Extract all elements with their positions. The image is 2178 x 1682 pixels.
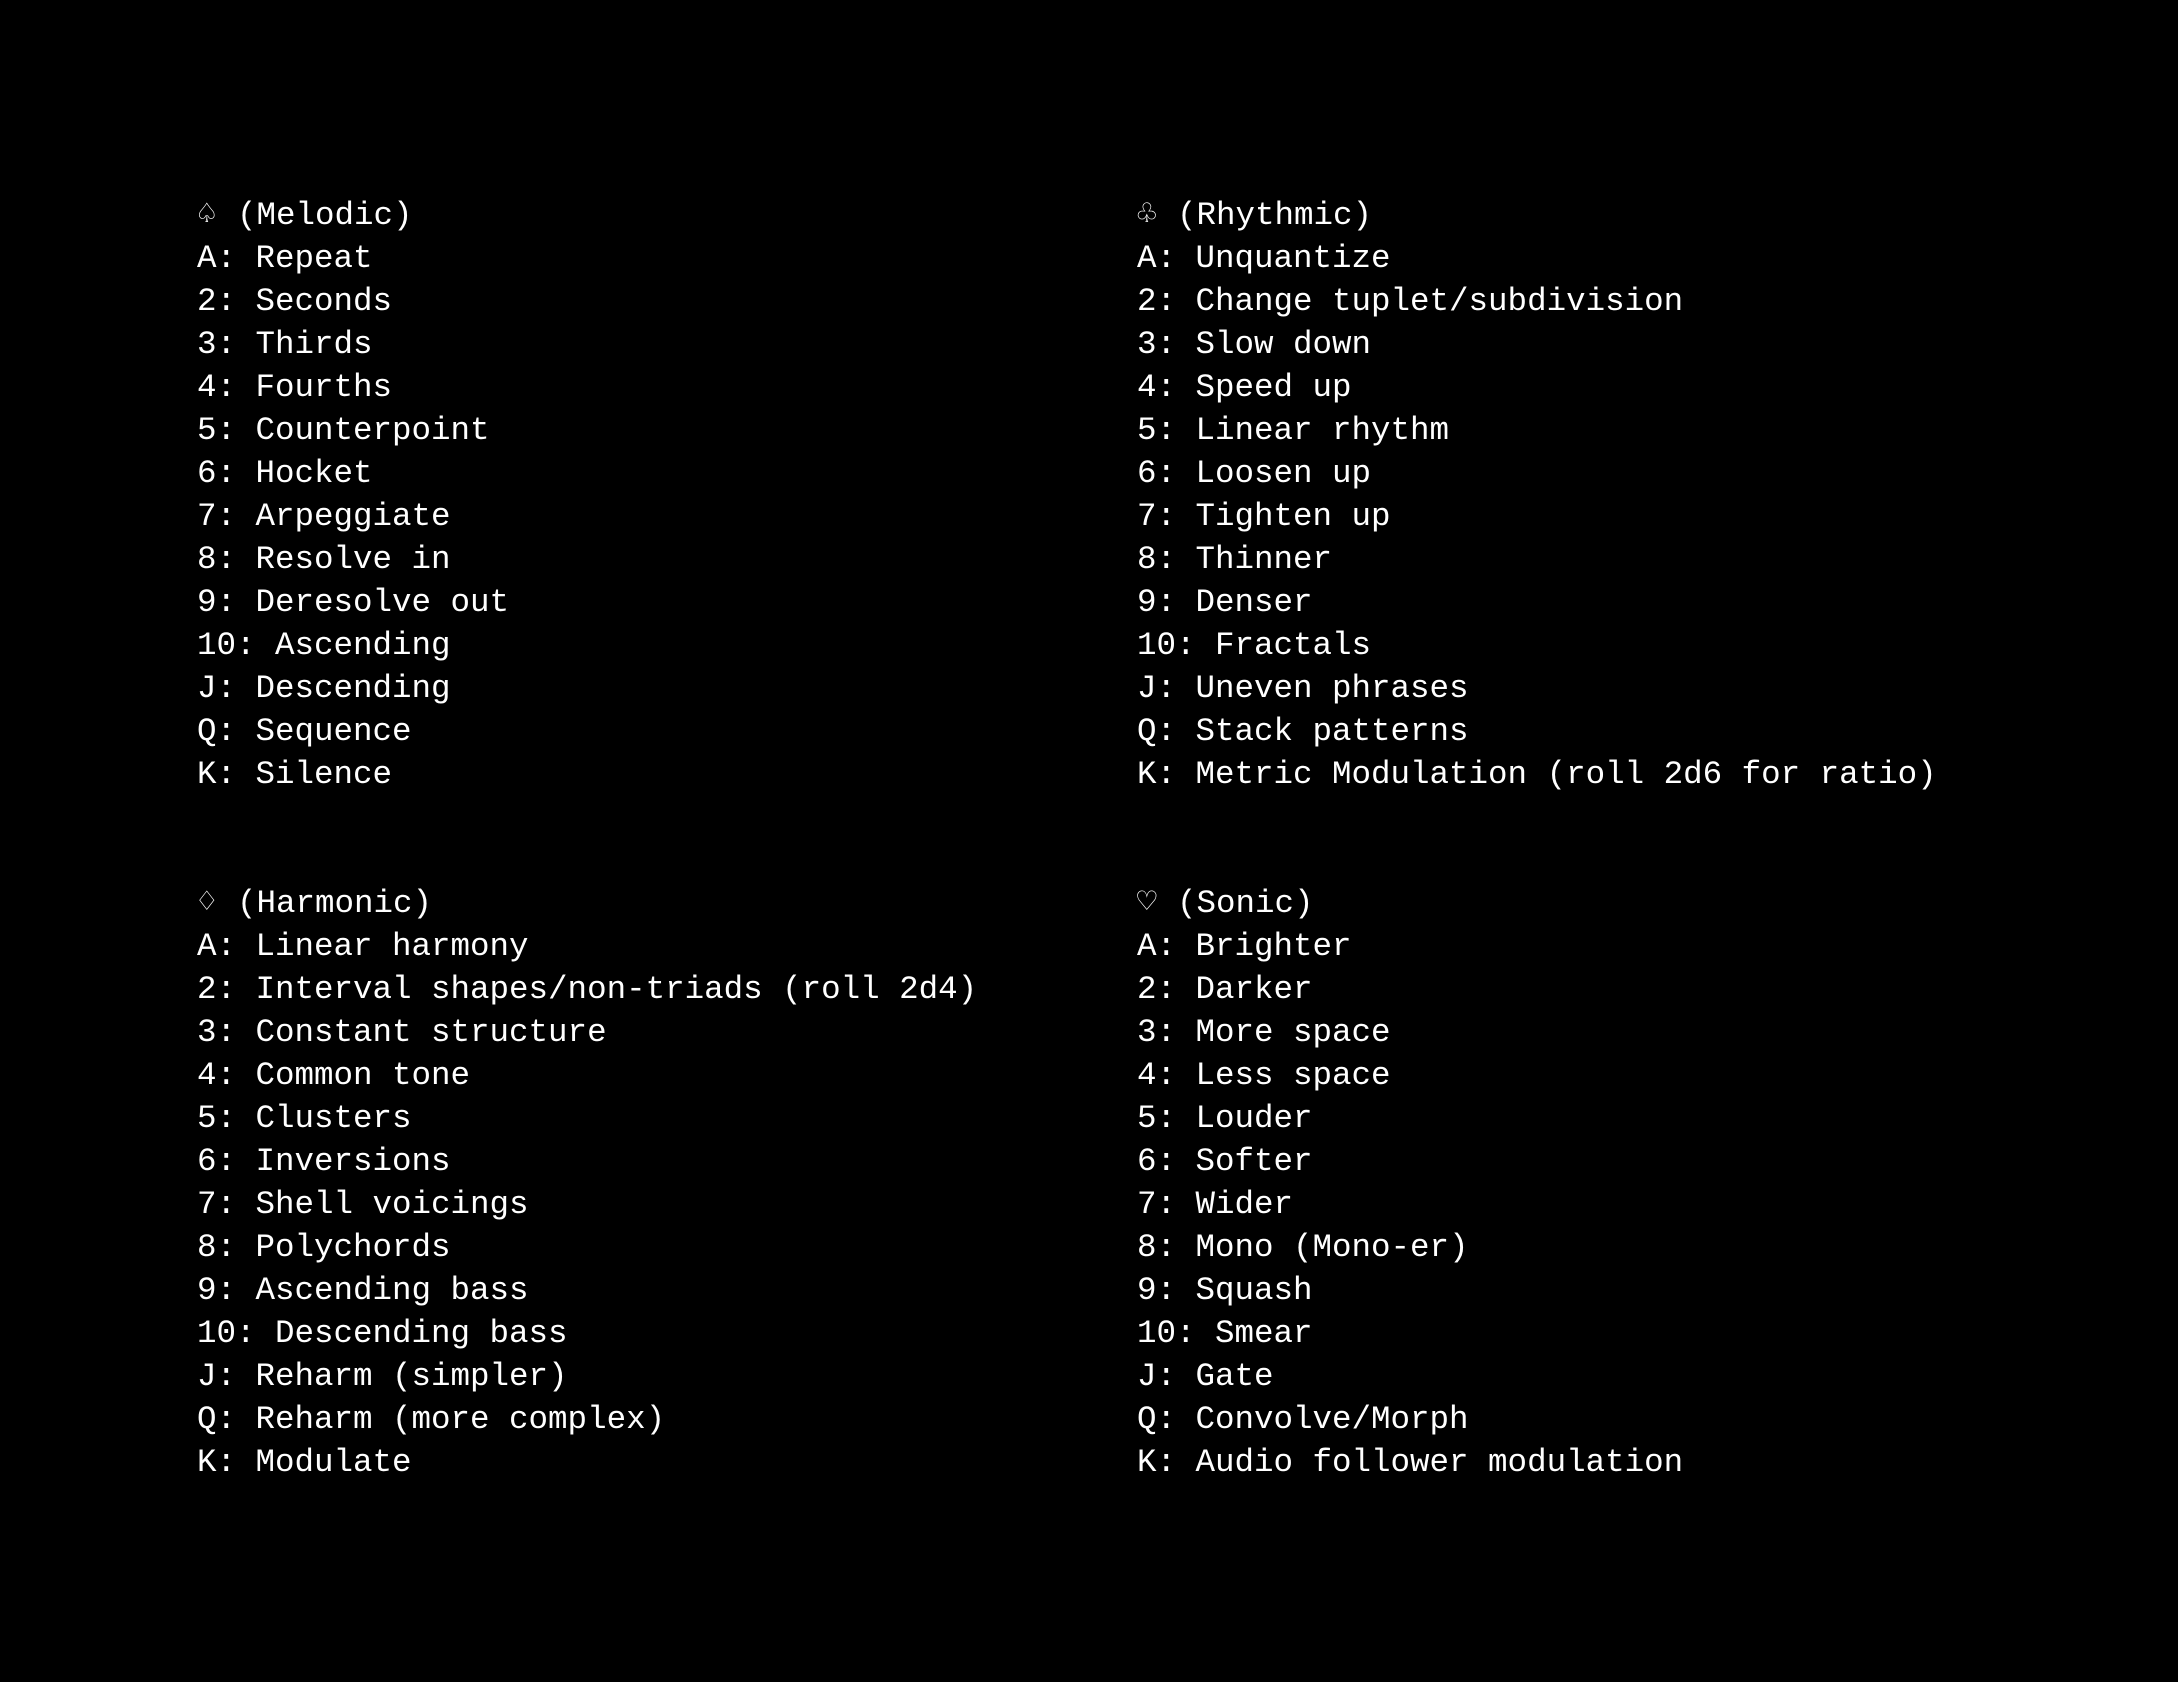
sonic-item: 4: Less space xyxy=(1137,1057,1391,1094)
sonic-item: 2: Darker xyxy=(1137,971,1313,1008)
rhythmic-heading xyxy=(1137,194,1937,237)
rhythmic-item: 7: Tighten up xyxy=(1137,498,1391,535)
rhythmic-item: 8: Thinner xyxy=(1137,541,1333,578)
harmonic-item: Q: Reharm (more complex) xyxy=(197,1401,666,1438)
rhythmic-item: 9: Denser xyxy=(1137,584,1313,621)
spade-outline-icon: ♤ xyxy=(197,197,217,234)
harmonic-item: 4: Common tone xyxy=(197,1057,471,1094)
harmonic-item: 2: Interval shapes/non-triads (roll 2d4) xyxy=(197,971,978,1008)
sonic-item: Q: Convolve/Morph xyxy=(1137,1401,1469,1438)
sonic-item: 9: Squash xyxy=(1137,1272,1313,1309)
melodic-item: Q: Sequence xyxy=(197,713,412,750)
club-outline-icon: ♧ xyxy=(1137,197,1157,234)
rhythmic-item: 10: Fractals xyxy=(1137,627,1372,664)
sonic-item: 7: Wider xyxy=(1137,1186,1294,1223)
sonic-item: 8: Mono (Mono-er) xyxy=(1137,1229,1469,1266)
rhythmic-section xyxy=(1137,194,1937,796)
rhythmic-item: 3: Slow down xyxy=(1137,326,1372,363)
harmonic-heading-label: (Harmonic) xyxy=(237,885,433,922)
melodic-item: J: Descending xyxy=(197,670,451,707)
harmonic-item: 7: Shell voicings xyxy=(197,1186,529,1223)
sonic-item: K: Audio follower modulation xyxy=(1137,1444,1684,1481)
melodic-item: K: Silence xyxy=(197,756,393,793)
melodic-item: 9: Deresolve out xyxy=(197,584,510,621)
melodic-item: 2: Seconds xyxy=(197,283,393,320)
rhythmic-item: A: Unquantize xyxy=(1137,240,1391,277)
rhythmic-item: 5: Linear rhythm xyxy=(1137,412,1450,449)
melodic-section xyxy=(197,194,509,796)
sonic-heading xyxy=(1137,882,1683,925)
harmonic-item: 8: Polychords xyxy=(197,1229,451,1266)
melodic-item: 8: Resolve in xyxy=(197,541,451,578)
rhythmic-item: J: Uneven phrases xyxy=(1137,670,1469,707)
rhythmic-heading-label: (Rhythmic) xyxy=(1177,197,1373,234)
diamond-outline-icon: ♢ xyxy=(197,885,217,922)
sonic-item: A: Brighter xyxy=(1137,928,1352,965)
rhythmic-item: K: Metric Modulation (roll 2d6 for ratio) xyxy=(1137,756,1937,793)
melodic-item: 10: Ascending xyxy=(197,627,451,664)
sonic-item: 6: Softer xyxy=(1137,1143,1313,1180)
harmonic-item: 9: Ascending bass xyxy=(197,1272,529,1309)
harmonic-item: 6: Inversions xyxy=(197,1143,451,1180)
sonic-heading-label: (Sonic) xyxy=(1177,885,1314,922)
harmonic-heading xyxy=(197,882,977,925)
harmonic-item: J: Reharm (simpler) xyxy=(197,1358,568,1395)
melodic-item: 3: Thirds xyxy=(197,326,373,363)
rhythmic-item: 2: Change tuplet/subdivision xyxy=(1137,283,1684,320)
melodic-item: 4: Fourths xyxy=(197,369,393,406)
rhythmic-item: 6: Loosen up xyxy=(1137,455,1372,492)
melodic-item: 7: Arpeggiate xyxy=(197,498,451,535)
sonic-item: 10: Smear xyxy=(1137,1315,1313,1352)
harmonic-item: 10: Descending bass xyxy=(197,1315,568,1352)
melodic-heading-label: (Melodic) xyxy=(237,197,413,234)
harmonic-item: A: Linear harmony xyxy=(197,928,529,965)
melodic-heading xyxy=(197,194,509,237)
melodic-item: 5: Counterpoint xyxy=(197,412,490,449)
heart-outline-icon: ♡ xyxy=(1137,885,1157,922)
melodic-item: A: Repeat xyxy=(197,240,373,277)
rhythmic-item: 4: Speed up xyxy=(1137,369,1352,406)
harmonic-item: K: Modulate xyxy=(197,1444,412,1481)
sonic-section xyxy=(1137,882,1683,1484)
melodic-item: 6: Hocket xyxy=(197,455,373,492)
rhythmic-item: Q: Stack patterns xyxy=(1137,713,1469,750)
harmonic-item: 3: Constant structure xyxy=(197,1014,607,1051)
harmonic-item: 5: Clusters xyxy=(197,1100,412,1137)
sonic-item: J: Gate xyxy=(1137,1358,1274,1395)
sonic-item: 5: Louder xyxy=(1137,1100,1313,1137)
harmonic-section xyxy=(197,882,977,1484)
sonic-item: 3: More space xyxy=(1137,1014,1391,1051)
